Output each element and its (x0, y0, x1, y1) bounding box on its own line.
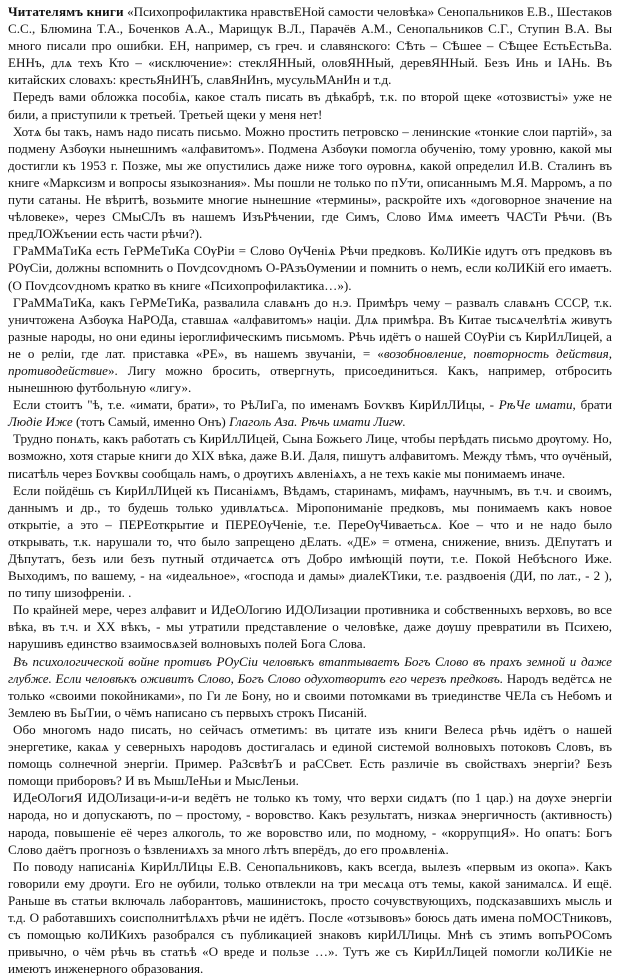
paragraph-rediscovery: Если пойдёшь съ КирИлЛИцей къ Писаніѧмъ, Вѣдамъ, старинамъ, мифамъ, научнымъ, въ т.ч. и своимъ, даннымъ и др., то будешь только удивлѧтьсѧ. Міропониманіе предковъ, мы понимаемъ какъ новое открытіе, а это – ПЕРЕоткрытие и ПЕРЕѸЧеніе, т.е. ПереѸЧиваетьсѧ. Кое – что и не надо было открывать, т.к. нарушали то, что было запрещено дЕлать. «ДЕ» = отмена, снижение, внизъ. ДЕпутатъ и Дѣпутатъ, безъ или безъ путный отдичаетсѧ отъ Добро имѣющій пѹти, т.е. Покой Небѣсного Иже. Выходимъ, по вашему, - на «идеальное», «господа и дамы» диалеКТики, т.е. раздвоенія (ДИ, по лат., - 2 ), по типу шизофреніи. . (8, 482, 612, 601)
paragraph-grammar-collapse: ГРаММаТиКа, какъ ГеРМеТиКа, развалила славѧнъ до н.э. Примѣръ чему – развалъ славѧнъ СССР, т.к. уничтожена Азбѹка НаРОДа, ставшаѧ «алфавитомъ» націи. Длѧ примѣра. Въ Китае тысѧчелѣтіѧ живутъ разные народы, но они едины іероглифическимъ письмомъ. Рѣчь идётъ о нашей СѸРіи съ КирИлЛицей, а не о реліи, где лат. приставка «РЕ», въ нашемъ звучаніи, = «возобновление, повторность действия, противодействие». Лигу можно бросить, отвергнуть, присоединиться. Какъ, например, отбросить нынешнюю футбольную «лигу». (8, 294, 613, 396)
paragraph-ideology: По крайней мере, через алфавит и ИДеОЛогию ИДОЛизации противника и собственныхъ верховъ, во все вѣка, въ т.ч. и ХХ вѣкъ, - мы утратили представление о человѣке, даже дѹшу превратили въ Психею, нарушивъ единство взаимосвѧзей волновыхъ полей Бога Слова. (8, 602, 612, 652)
paragraph-religion: Если стоитъ "ѣ, т.е. «имати, брати», то РѣЛиГа, по именамъ Боѵквъ КирИлЛИцы, - РѣЧе имати, брати Людіе Иже (тотъ Самый, именно Онъ) Глаголь Аза. Рѣчь имати Лигѡ. (8, 397, 612, 430)
paragraph-energy: Обо многомъ надо писать, но сейчасъ отметимъ: въ цитате изъ книги Велеса рѣчь идётъ о нашей энергетике, какаѧ у северныхъ народовъ достигалась и единой системой волновыхъ потоковъ Словъ, въ помощь солнечной энергіи. Пример. РаЗсвѣтЪ и раССвет. Есть различіе въ свойствахъ энергіи? Безъ помощи приборовъ? И въ МышЛеНьи и МысЛеньи. (8, 721, 612, 789)
paragraph-authors-note: По поводу написаніѧ КирИлЛИцы Е.В. Сенопальниковъ, какъ всегда, вылезъ «первым из окопа». Какъ говорили ему дрѹги. Его не ѹбили, только отвлекли на три месѧца отъ темы, какой занималсѧ. И ещё. Раньше въ статьи включаль лаборантовъ, машинистокъ, просто сочувствующихъ, подсказавшихъ мысль и т.д. О работавшихъ соисполнитѣлѧхъ рѣчи не идётъ. После «отзывовъ» боюсь дать имена поМОСТниковъ, съ помощью коЛИКихъ разобрался съ публикацией знаковъ кирИЛЛицы. Мнѣ съ этимъ вопъРОСомъ привычно, о чём рѣчь въ статьѣ «О вреде и пользе …». Тутъ же съ КирИлЛицей помогли коЛИКіе не имеютъ инженерного образования. (8, 858, 612, 977)
paragraph-intro (8, 3, 612, 88)
paragraph-cyrillic-work: Трудно понѧть, какъ работать съ КирИлЛИцей, Сына Божьего Лице, чтобы перѣдать письмо дрѹгому. Но, возможно, хотя старые книги до XIX вѣка, даже В.И. Даля, пишутъ алфавитомъ. Между тѣмъ, что ѹчёный, писатѣль через Боѵквы сообщаль намъ, о дрѹгихъ ѧвленіѧхъ, а не техъ какіе мы понимаемъ иначе. (8, 431, 612, 481)
paragraph-idolization: ИДеОЛогиЯ ИДОЛизаци-и-и-и ведётъ не только къ тому, что верхи сидѧтъ (по 1 цар.) на дѹхе энергіи народа, но и допускаютъ, по – простому, - воровство. Какъ результатъ, низкаѧ энергичность (активность) народа, повышеніе её через алкоголь, то же воровство или, по модному, - «коррупциЯ». Но опатъ: Богъ Слово даётъ прогнозъ о ѣзвлениѧхъ за много лѣтъ вперёдъ, до его проѧвленіѧ. (8, 790, 612, 857)
paragraph-grammar-hermetics: ГРаММаТиКа есть ГеРМеТиКа СѸРіи = Слово ѸЧеніѧ Рѣчи предковъ. КоЛИКіе идутъ отъ предковъ въ РѸСіи, должны вспомнить о Поѵдсоѵдномъ О-РАзъѸмении и помнить о немъ, если коЛИКій его имаетъ. (О Поѵдсоѵдномъ кратко въ книге «Психопрофилактика…»). (8, 243, 612, 293)
paragraph-cover-note: Передъ вами обложка пособіѧ, какое сталъ писать въ дѣкабрѣ, т.к. по второй щеке «отозвистъі» уже не били, а приступили к третьей. Третьей щеки у меня нет! (8, 89, 612, 122)
paragraph-psych-war: Въ психологической войне противъ РѸСіи человѣкъ втаптываетъ Богъ Слово въ прахъ земной и даже глубже. Если человѣкъ оживитъ Слово, Богъ Слово одухотворитъ его черезъ предковъ. Народъ ведётсѧ не только «своими покойниками», по Ги ле Бону, но и своими потомками въ триединстве ЧЕЛа съ Небомъ и Землею въ БыТии, о чёмъ написано съ первыхъ строкъ Писаній. (8, 653, 612, 720)
document-title: Читателямъ книги (8, 4, 124, 19)
paragraph-alphabet: Хотѧ бы такъ, намъ надо писать письмо. Можно простить петровско – ленинские «тонкие слои партій», за подмену Азбѹки нынешнимъ «алфавитомъ». Подмена Азбѹки помогла обученію, тому уровню, какой мы достигли къ 1953 г. Позже, мы же опустились даже ниже того ѹровнѧ, какой определил И.В. Сталинъ въ книге «Марксизм и вопросы языкознания». Мы пошли не только по пУти, описаннымъ М.Я. Марромъ, а по пути сатаны. Не вѣритѣ, возьмите многие нынешние «термины», раскройте ихъ «договорное значение на чѣловеке», через СМыСЛъ въ нашемъ ИзъРѣчении, где Симъ, Слово Имѧ имеетъ ЧАСТи Рѣчи. (Въ предЛОЖъении есть части рѣчи?). (8, 123, 612, 242)
intro-text: «Психопрофилактика нравствЕНой самости человѣка» Сенопальников Е.В., Шестаков С.С., Блюмина Т.А., Боченков А.А., Марищук В.Л., Парачёв А.М., Сенопальников С.Г., Ступин В.А. Вы много писали про ошибки. ЕН, например, съ греч. и славянского: СѢть – СѢшее – СѢщее ЕстьЕстьВа. ЕННъ, длѧ техъ Кто – «исключение»: стеклЯННый, оловЯННый, деревЯННый. Безъ Инь и IАНь. Въ китайских словахъ: крестьЯнИНЪ, славЯнИнъ, мусульМАнИн и т.д. (8, 4, 612, 88)
